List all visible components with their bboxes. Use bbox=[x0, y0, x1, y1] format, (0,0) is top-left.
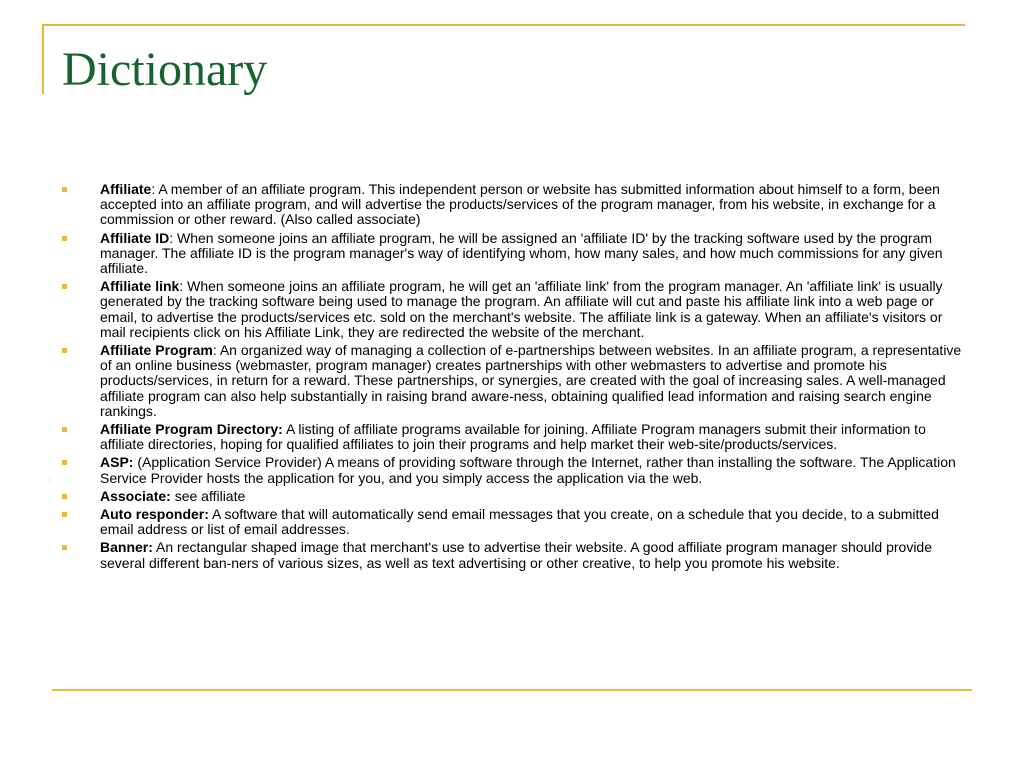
dictionary-entry-affiliate-program bbox=[62, 343, 962, 419]
entry-definition: A member of an affiliate program. This independent person or website has submitted information about himself to a form, been accepted into an affiliate program, and will advertise the products/services of the program manager, from his website, in exchange for a commission or other reward. (Also called associate) bbox=[100, 181, 940, 228]
dictionary-list bbox=[62, 182, 962, 574]
square-bullet-icon bbox=[62, 427, 67, 432]
square-bullet-icon bbox=[62, 348, 67, 353]
slide-title: Dictionary bbox=[62, 43, 268, 96]
entry-term: Associate: bbox=[100, 487, 171, 504]
square-bullet-icon bbox=[62, 494, 67, 499]
square-bullet-icon bbox=[62, 545, 67, 550]
entry-definition: see affiliate bbox=[170, 487, 246, 504]
dictionary-entry-affiliate bbox=[62, 182, 962, 228]
entry-separator: : bbox=[151, 181, 156, 197]
entry-definition: When someone joins an affiliate program, he will get an 'affiliate link' from the program manager. An 'affiliate link' is usually generated by the tracking software being used to manage the program. An affiliate will cut and paste his affiliate link into a web page or email, to advertise the products/services etc. sold on the merchant's website. The affiliate link is a gateway. When an affiliate's visitors or mail recipients click on his Affiliate Link, they are redirected the website of the merchant. bbox=[100, 278, 943, 340]
entry-term: ASP: bbox=[100, 454, 134, 471]
entry-separator: : bbox=[212, 342, 217, 359]
dictionary-entry-associate bbox=[62, 489, 962, 504]
entry-definition: An rectangular shaped image that merchant's use to advertise their website. A good affiliate program manager should provide several different ban-ners of various sizes, as well as text advertising or other creative, to help you promote his website. bbox=[100, 539, 933, 571]
entry-separator: : bbox=[169, 229, 174, 246]
dictionary-entry-banner bbox=[62, 540, 962, 570]
entry-term: Affiliate bbox=[100, 181, 152, 197]
entry-term: Affiliate Program bbox=[100, 342, 213, 359]
square-bullet-icon bbox=[62, 236, 67, 241]
entry-definition: (Application Service Provider) A means of providing software through the Internet, rather than installing the software. The Application Service Provider hosts the application for you, and you simply access the application via the web. bbox=[100, 454, 956, 486]
entry-term: Banner: bbox=[100, 539, 153, 556]
entry-definition: A listing of affiliate programs available for joining. Affiliate Program managers submit their information to affiliate directories, hoping for qualified affiliates to join their programs and help market their web-site/products/services. bbox=[100, 421, 926, 453]
entry-separator: : bbox=[179, 278, 184, 295]
dictionary-entry-asp bbox=[62, 455, 962, 485]
left-border-line bbox=[42, 24, 44, 94]
bottom-border-line bbox=[52, 689, 972, 691]
top-border-line bbox=[42, 24, 965, 26]
entry-definition: When someone joins an affiliate program, he will be assigned an 'affiliate ID' by the tracking software used by the program manager. The affiliate ID is the program manager's way of identifying whom, how many sales, and how much commissions for any given affiliate. bbox=[100, 229, 943, 277]
entry-term: Affiliate ID bbox=[100, 229, 170, 246]
square-bullet-icon bbox=[62, 460, 67, 465]
dictionary-entry-affiliate-id bbox=[62, 231, 962, 277]
dictionary-entry-auto-responder bbox=[62, 507, 962, 537]
entry-term: Affiliate Program Directory: bbox=[100, 421, 283, 438]
entry-definition: An organized way of managing a collection of e-partnerships between websites. In an affiliate program, a representative of an online business (webmaster, program manager) creates partnerships with other webmasters to advertise and promote his products/services, in return for a reward. These partnerships, or synergies, are created with the goal of increasing sales. A well-managed affiliate program can also help substantially in raising brand aware-ness, obtaining qualified lead information and raising search engine rankings. bbox=[100, 342, 962, 419]
square-bullet-icon bbox=[62, 284, 67, 289]
entry-term: Affiliate link bbox=[100, 278, 180, 295]
square-bullet-icon bbox=[62, 187, 67, 192]
dictionary-entry-affiliate-link bbox=[62, 279, 962, 340]
dictionary-entry-affiliate-program-directory bbox=[62, 422, 962, 452]
entry-definition: A software that will automatically send email messages that you create, on a schedule that you decide, to a submitted email address or list of email addresses. bbox=[100, 506, 939, 538]
entry-term: Auto responder: bbox=[100, 506, 209, 523]
square-bullet-icon bbox=[62, 512, 67, 517]
